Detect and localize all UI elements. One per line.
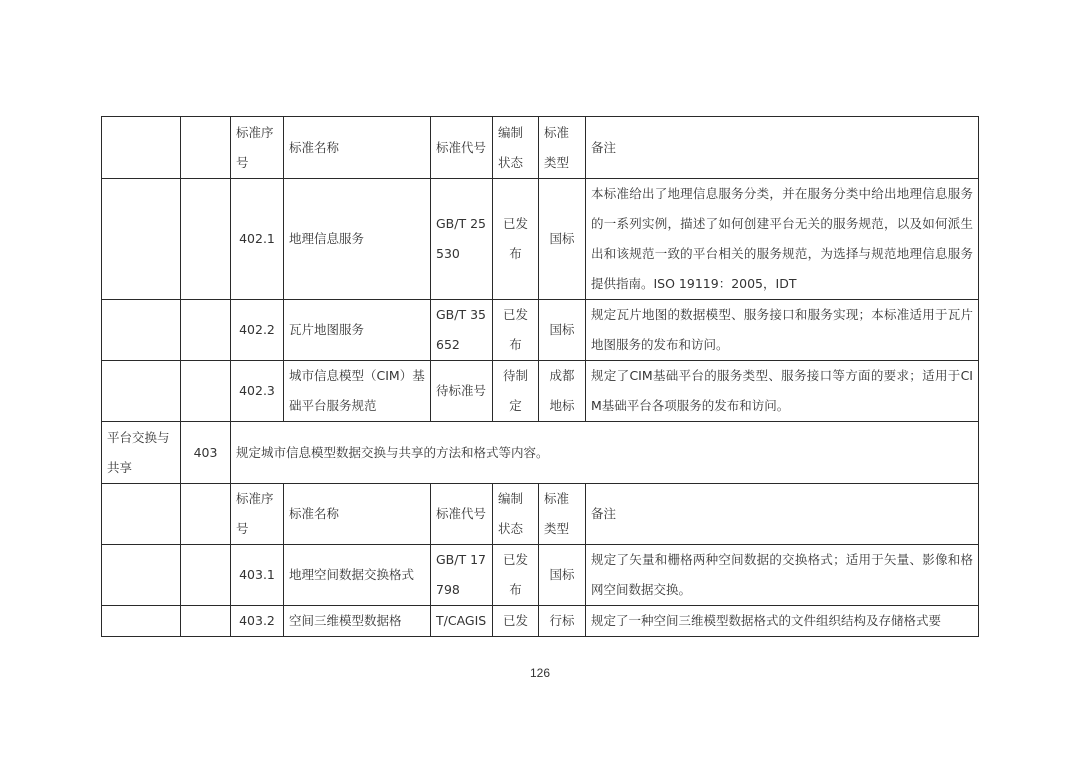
standard-remark: 本标准给出了地理信息服务分类，并在服务分类中给出地理信息服务的一系列实例，描述了如何创建平台无关的服务规范，以及如何派生出和该规范一致的平台相关的服务规范，为选择与规范地理信息服务提供指南。ISO 19119：2005，IDT: [586, 179, 979, 300]
page-number: 126: [529, 666, 551, 680]
standard-code: T/CAGIS: [431, 606, 493, 637]
empty-cell: [181, 484, 231, 545]
standard-code: 待标准号: [431, 361, 493, 422]
empty-cell: [181, 606, 231, 637]
header-status: 编制状态: [493, 484, 539, 545]
standard-seq: 403.1: [231, 545, 284, 606]
standard-name: 瓦片地图服务: [284, 300, 431, 361]
header-type: 标准类型: [539, 484, 586, 545]
empty-cell: [181, 361, 231, 422]
empty-cell: [102, 606, 181, 637]
table-row: [102, 361, 979, 422]
standard-code: GB/T 35652: [431, 300, 493, 361]
standard-remark: 规定瓦片地图的数据模型、服务接口和服务实现；本标准适用于瓦片地图服务的发布和访问。: [586, 300, 979, 361]
standard-seq: 402.1: [231, 179, 284, 300]
standard-code: GB/T 17798: [431, 545, 493, 606]
empty-cell: [181, 545, 231, 606]
standard-status: 已发: [493, 606, 539, 637]
section-number: 403: [181, 422, 231, 484]
standard-seq: 403.2: [231, 606, 284, 637]
standard-status: 待制定: [493, 361, 539, 422]
table-row: [102, 545, 979, 606]
header-type: 标准类型: [539, 117, 586, 179]
header-seq: 标准序号: [231, 117, 284, 179]
table-header-row: [102, 484, 979, 545]
standards-table: [101, 116, 979, 637]
section-row: [102, 422, 979, 484]
standard-remark: 规定了CIM基础平台的服务类型、服务接口等方面的要求；适用于CIM基础平台各项服务的发布和访问。: [586, 361, 979, 422]
header-status: 编制状态: [493, 117, 539, 179]
empty-cell: [102, 545, 181, 606]
section-category: 平台交换与共享: [102, 422, 181, 484]
standard-type: 国标: [539, 545, 586, 606]
standard-name: 空间三维模型数据格: [284, 606, 431, 637]
empty-cell: [102, 484, 181, 545]
header-remark: 备注: [586, 117, 979, 179]
standard-seq: 402.3: [231, 361, 284, 422]
header-code: 标准代号: [431, 117, 493, 179]
empty-cell: [102, 117, 181, 179]
standard-type: 国标: [539, 179, 586, 300]
standard-status: 已发布: [493, 179, 539, 300]
standard-type: 成都地标: [539, 361, 586, 422]
empty-cell: [102, 361, 181, 422]
section-description: 规定城市信息模型数据交换与共享的方法和格式等内容。: [231, 422, 979, 484]
standard-name: 城市信息模型（CIM）基础平台服务规范: [284, 361, 431, 422]
standard-name: 地理信息服务: [284, 179, 431, 300]
standard-remark: 规定了一种空间三维模型数据格式的文件组织结构及存储格式要: [586, 606, 979, 637]
standard-type: 国标: [539, 300, 586, 361]
header-seq: 标准序号: [231, 484, 284, 545]
table-row: [102, 300, 979, 361]
table-row: [102, 179, 979, 300]
table-row: [102, 606, 979, 637]
standard-seq: 402.2: [231, 300, 284, 361]
empty-cell: [181, 300, 231, 361]
empty-cell: [102, 300, 181, 361]
header-remark: 备注: [586, 484, 979, 545]
empty-cell: [181, 117, 231, 179]
standard-code: GB/T 25530: [431, 179, 493, 300]
standard-status: 已发布: [493, 300, 539, 361]
header-name: 标准名称: [284, 484, 431, 545]
table-header-row: [102, 117, 979, 179]
standard-name: 地理空间数据交换格式: [284, 545, 431, 606]
header-name: 标准名称: [284, 117, 431, 179]
empty-cell: [181, 179, 231, 300]
standard-status: 已发布: [493, 545, 539, 606]
header-code: 标准代号: [431, 484, 493, 545]
standard-remark: 规定了矢量和栅格两种空间数据的交换格式；适用于矢量、影像和格网空间数据交换。: [586, 545, 979, 606]
standard-type: 行标: [539, 606, 586, 637]
empty-cell: [102, 179, 181, 300]
